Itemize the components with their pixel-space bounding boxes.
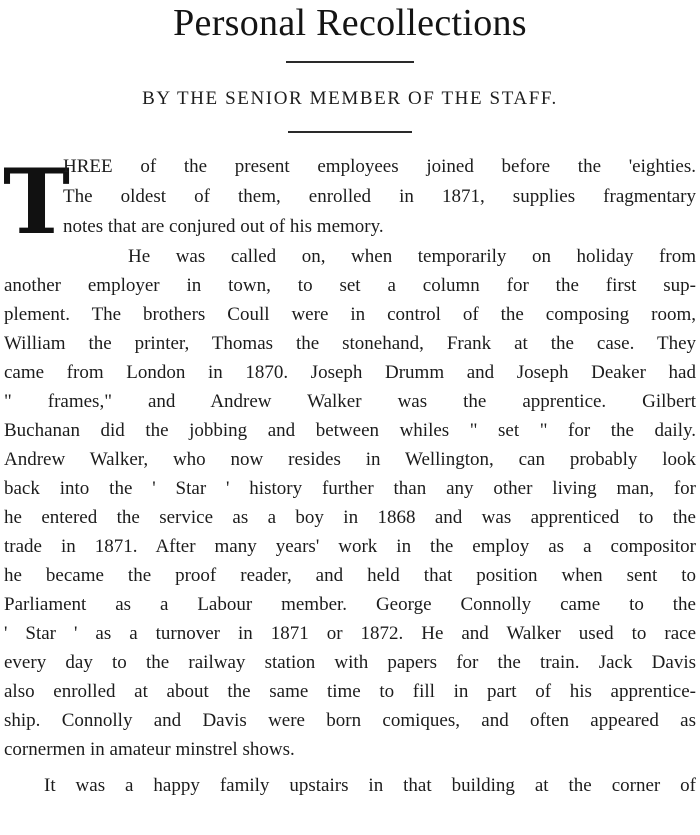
text-line: cornermen in amateur minstrel shows. [4,739,295,760]
text-line: Andrew Walker, who now resides in Wellington, can probably look [4,449,696,470]
text-line: he entered the service as a boy in 1868 and was apprenticed to the [4,507,696,528]
text-line: Parliament as a Labour member. George Connolly came to the [4,594,696,615]
text-line: He was called on, when temporarily on holiday from [128,246,696,267]
text-line: every day to the railway station with papers for the train. Jack Davis [4,652,696,673]
text-line: It was a happy family upstairs in that building at the corner of [44,775,696,796]
byline-rule [288,131,412,133]
article-byline: BY THE SENIOR MEMBER OF THE STAFF. [142,88,558,109]
text-line: The oldest of them, enrolled in 1871, supplies fragmentary [63,186,696,207]
text-line: William the printer, Thomas the stonehand, Frank at the case. They [4,333,696,354]
text-line: back into the ' Star ' history further than any other living man, for [4,478,696,499]
text-line: came from London in 1870. Joseph Drumm and Joseph Deaker had [4,362,696,383]
text-line: ship. Connolly and Davis were born comiques, and often appeared as [4,710,696,731]
text-line: he became the proof reader, and held that position when sent to [4,565,696,586]
title-rule [286,61,414,63]
text-line: " frames," and Andrew Walker was the apprentice. Gilbert [4,391,696,412]
text-line: plement. The brothers Coull were in control of the composing room, [4,304,696,325]
text-line: also enrolled at about the same time to fill in part of his apprentice- [4,681,696,702]
drop-cap: T [3,149,70,255]
article-title: Personal Recollections [173,2,527,44]
text-line: Buchanan did the jobbing and between whiles " set " for the daily. [4,420,696,441]
text-line: trade in 1871. After many years' work in the employ as a compositor [4,536,696,557]
text-line: ' Star ' as a turnover in 1871 or 1872. He and Walker used to race [4,623,696,644]
text-line: HREE of the present employees joined before the 'eighties. [63,156,696,177]
text-line: another employer in town, to set a column for the first sup- [4,275,696,296]
text-line: notes that are conjured out of his memory. [63,216,384,237]
